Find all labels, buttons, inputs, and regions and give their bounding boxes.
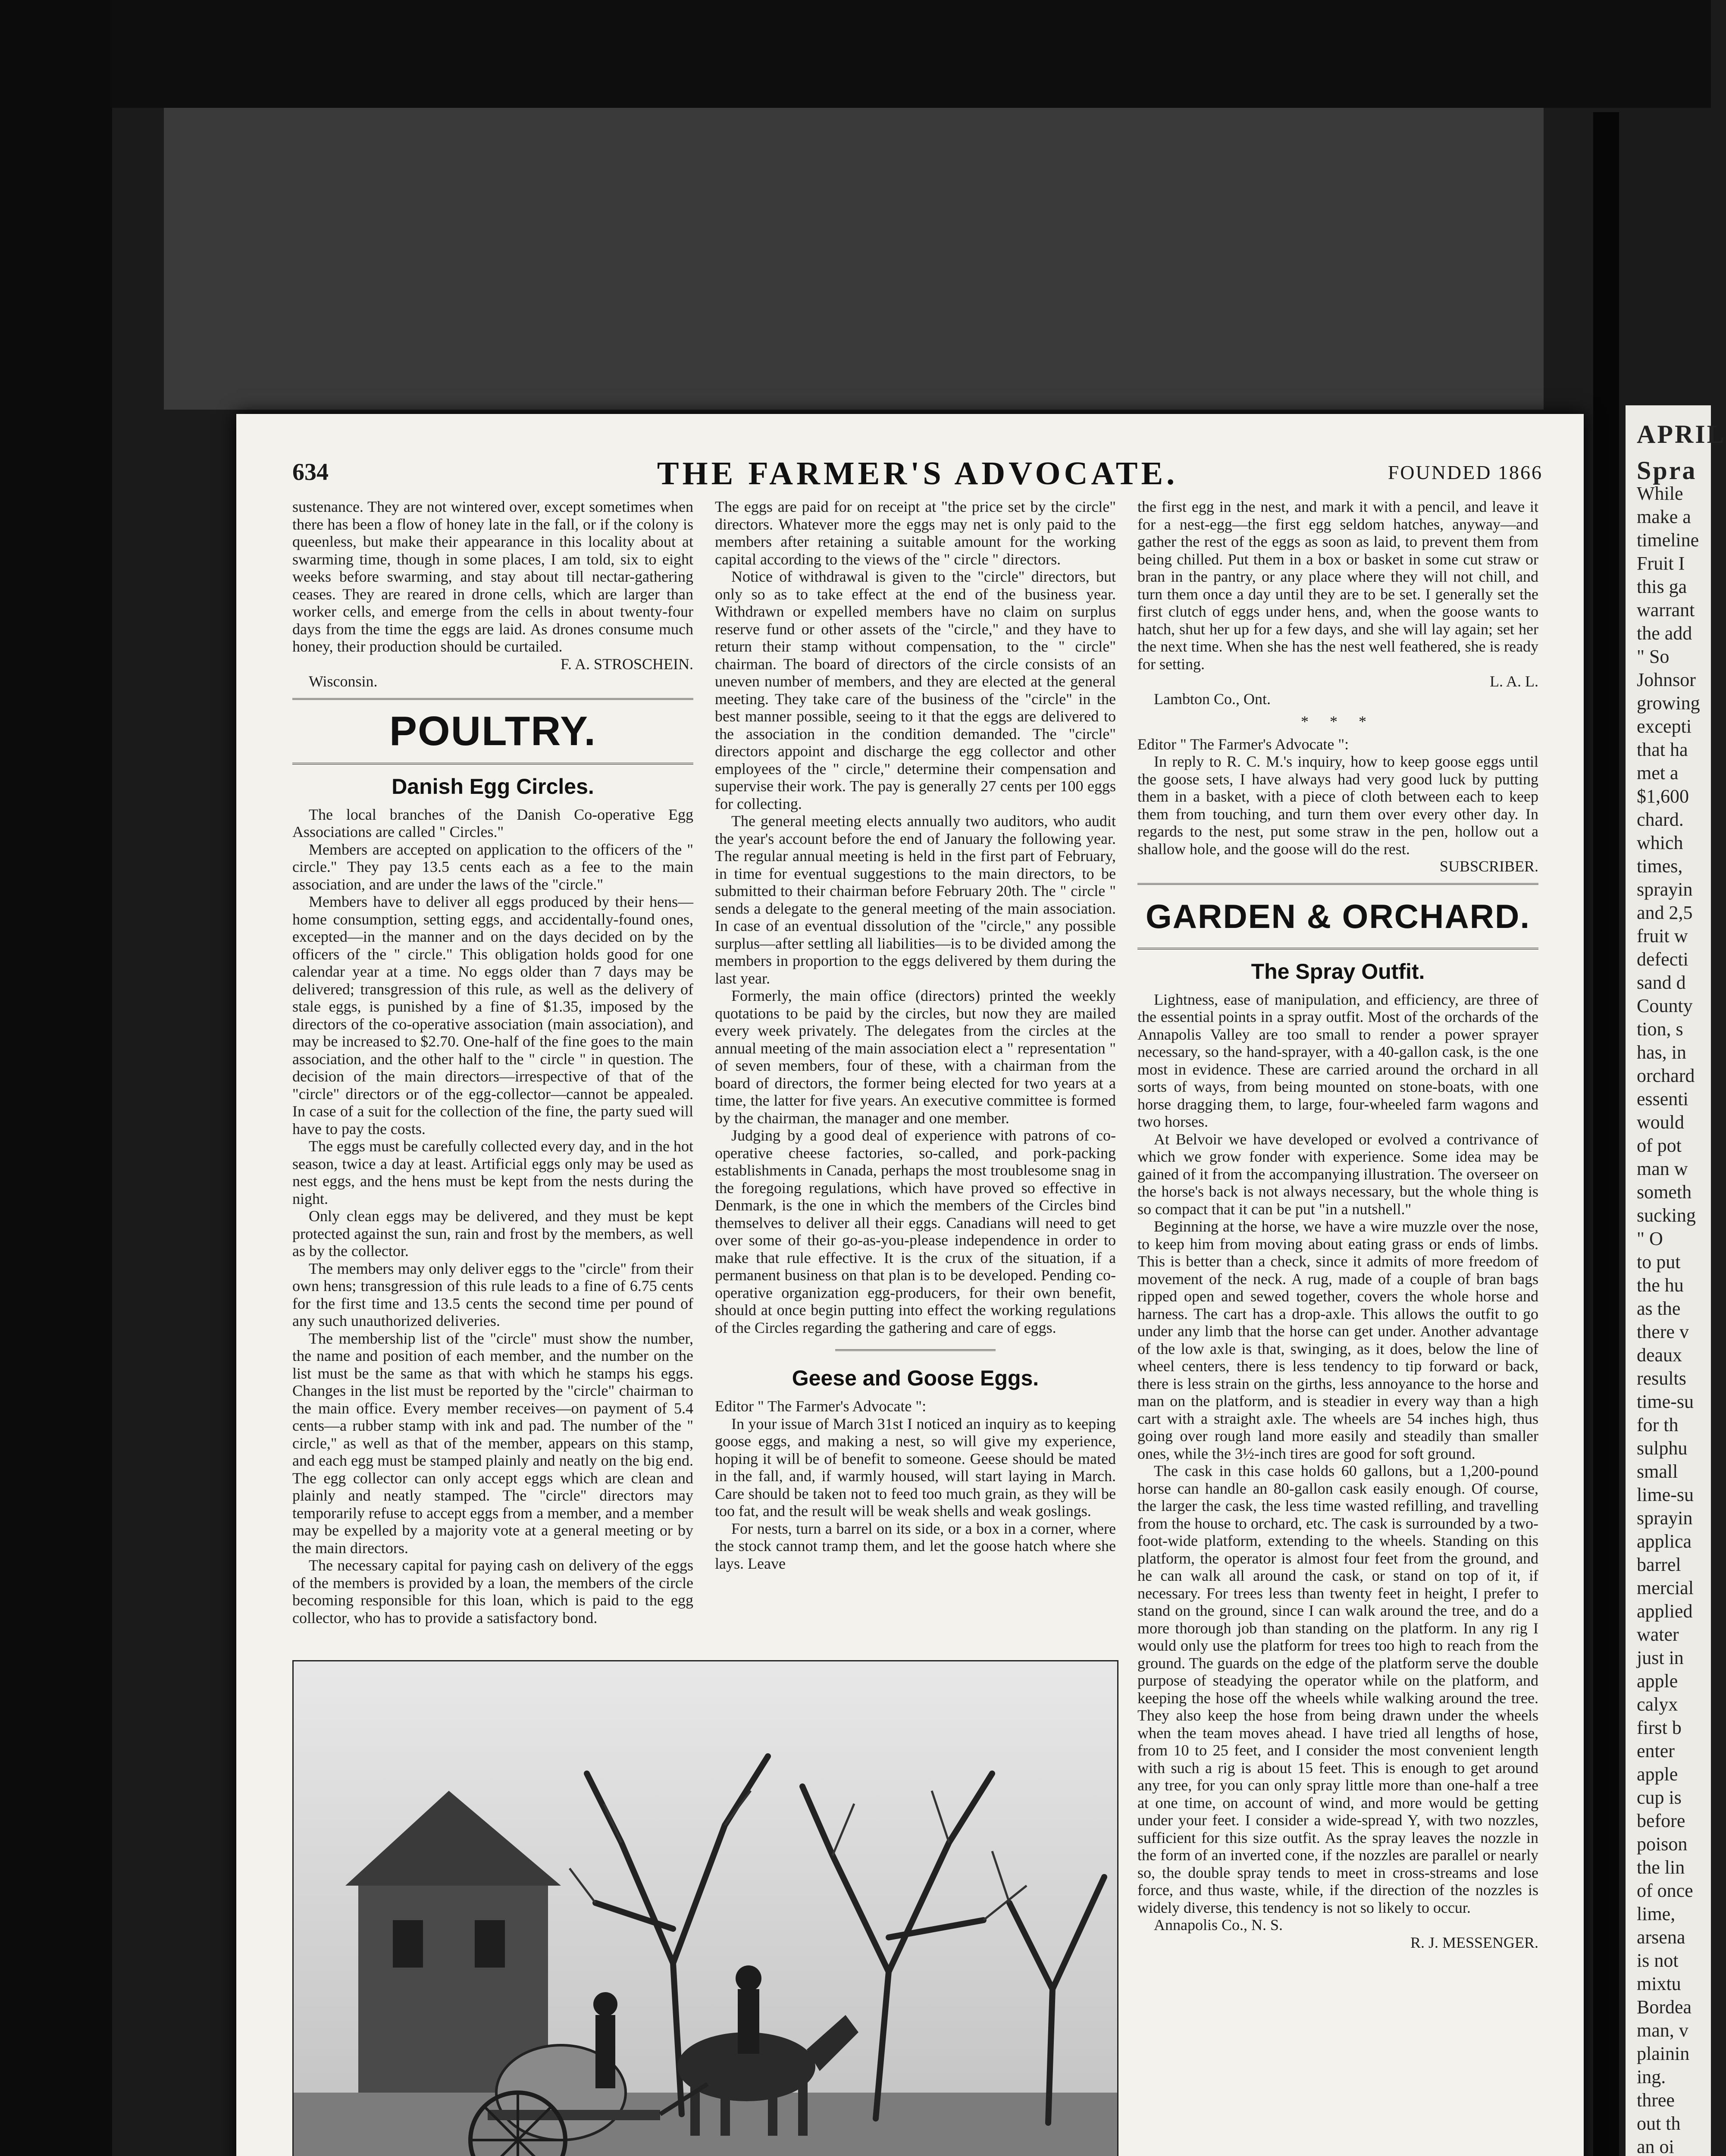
scan-frame-left — [0, 0, 112, 2156]
adjacent-page-line: Bordea — [1637, 1996, 1692, 2018]
adjacent-page-line: out th — [1637, 2113, 1681, 2134]
adjacent-page-line: $1,600 — [1637, 786, 1689, 807]
paragraph: Notice of withdrawal is given to the "circle" directors, but only so as to take effect at the end of the business year. Withdrawn or expelled members have no claim on surplus reserve fund or other assets of the "circle," and they have to return their stamp without compensation, to the " circle" chairman. The board of directors of the circle consists of an uneven number of members, and they are elected at the general meeting. They take care of the business of the "circle" in the best manner possible, seeing to it that the eggs are delivered to the association in the condition demanded. The "circle" directors appoint and discharge the egg collector and other employees of the " circle," determine their compensation and supervise their work. The pay is generally 27 cents per 100 eggs for collecting. — [715, 568, 1116, 812]
adjacent-page-line: which — [1637, 832, 1683, 853]
adjacent-page-line: for th — [1637, 1414, 1679, 1435]
paragraph: Members have to deliver all eggs produced by their hens—home consumption, setting eggs, and accidentally-found ones, excepted—in the manner and on the days decided on by the officers of the " circle." This obligation holds good for one calendar year at a time. No eggs older than 7 days may be delivered; transgression of this rule, as well as the delivery of stale eggs, is punished by a fine of $1.35, imposed by the directors of the co-operative association (main association), and may be increased to $2.70. One-half of the fine goes to the main association, and the other half to the " circle " in question. The decision of the main directors—irrespective of that of the "circle" directors or of the egg-collector—cannot be appealed. In case of a suit for the collection of the fine, the party sued will have to pay the costs. — [292, 893, 693, 1138]
geese-signature: L. A. L. — [1490, 673, 1538, 690]
adjacent-page-line: lime-su — [1637, 1484, 1694, 1505]
divider — [292, 763, 693, 765]
adjacent-page-line: essenti — [1637, 1088, 1688, 1109]
adjacent-page-line: mixtu — [1637, 1973, 1681, 1994]
spray-place: Annapolis Co., N. S. — [1154, 1916, 1283, 1934]
adjacent-page-line: results — [1637, 1368, 1686, 1389]
masthead: THE FARMER'S ADVOCATE. — [657, 455, 1178, 492]
section-stars: * * * — [1301, 713, 1375, 730]
paragraph: For nests, turn a barrel on its side, or a box in a corner, where the stock cannot tramp them, and let the goose hatch where she lays. Leave — [715, 1520, 1116, 1572]
paragraph: The eggs must be carefully collected every day, and in the hot season, twice a day at least. Artificial eggs only may be used as nest eggs, and the hens must be kept from the nests during the night. — [292, 1138, 693, 1207]
paragraph: The local branches of the Danish Co-operative Egg Associations are called " Circles." — [292, 805, 693, 840]
photo-illustration — [294, 1661, 1117, 2156]
geese-place: Lambton Co., Ont. — [1154, 690, 1271, 708]
adjacent-page-line: sucking — [1637, 1205, 1696, 1226]
divider — [292, 698, 693, 700]
paragraph: The necessary capital for paying cash on delivery of the eggs of the members is provided by a loan, the members of the circle becoming responsible for this loan, which is paid to the egg collector, who has to provide a satisfactory bond. — [292, 1557, 693, 1626]
adjacent-page-line: Johnsor — [1637, 669, 1696, 690]
article-title-danish: Danish Egg Circles. — [392, 774, 594, 799]
paragraph: Only clean eggs may be delivered, and they must be kept protected against the sun, rain and frost by the members, as well as by the collector. — [292, 1207, 693, 1260]
adjacent-page-line: met a — [1637, 762, 1679, 783]
adjacent-page-line: has, in — [1637, 1042, 1686, 1063]
paragraph: The members may only deliver eggs to the "circle" from their own hens; transgression of this rule leads to a fine of 6.75 cents for the first time and 13.5 cents the second time per pound of any such unauthorized deliveries. — [292, 1260, 693, 1329]
adjacent-page-line: of pot — [1637, 1135, 1682, 1156]
paragraph: Lightness, ease of manipulation, and efficiency, are three of the essential points in a spray outfit. Most of the orchards of the Annapolis Valley are too small to render a power sprayer necessary, so the hand-sprayer, with a 40-gallon cask, is the one most in evidence. These are carried around the orchard in all sorts of ways, from being mounted on stone-boats, with one horse dragging them, to large, four-wheeled farm wagons and two horses. — [1137, 990, 1538, 1130]
adjacent-page-line: mercial — [1637, 1577, 1694, 1598]
adjacent-page-line: enter — [1637, 1740, 1675, 1761]
short-divider — [835, 1349, 996, 1351]
adjacent-page-line: County — [1637, 995, 1693, 1016]
adjacent-page-line: poison — [1637, 1833, 1688, 1855]
paragraph: Formerly, the main office (directors) printed the weekly quotations to be paid by the circles, but now they are mailed every week privately. The delegates from the circles at the annual meeting of the main association elect a " representation " of seven members, four of these, with a chairman from the board of directors, the former being elected for two years at a time, the latter for five years. An executive committee is formed by the chairman, the manager and one member. — [715, 987, 1116, 1127]
adjacent-page-line: time-su — [1637, 1391, 1694, 1412]
divider — [1137, 883, 1538, 885]
paragraph: Members are accepted on application to the officers of the " circle." They pay 13.5 cents each as a fee to the main association, and are under the laws of the "circle." — [292, 840, 693, 893]
bee-signature: F. A. STROSCHEIN. — [560, 655, 693, 673]
page-header — [292, 455, 1543, 492]
adjacent-page-line: before — [1637, 1810, 1685, 1831]
editor-line: Editor " The Farmer's Advocate ": — [715, 1398, 927, 1415]
section-heading-poultry: POULTRY. — [389, 708, 596, 754]
adjacent-page-line: sprayin — [1637, 1507, 1693, 1529]
bee-place: Wisconsin. — [309, 673, 378, 690]
paragraph: Judging by a good deal of experience with patrons of co-operative cheese factories, so-called, and pork-packing establishments in Canada, perhaps the most troublesome snag in the foregoing regulations, which have proved so effective in Denmark, is the one in which the members of the Circles bind themselves to deliver all their eggs. Canadians will need to get over some of their go-as-you-please independence in order to make that rule effective. It is the crux of the situation, if a permanent business on that plan is to be developed. Pending co-operative organization egg-producers, for their own benefit, should at once begin putting into effect the working regulations of the Circles regarding the gathering and care of eggs. — [715, 1127, 1116, 1336]
adjacent-page-line: there v — [1637, 1321, 1689, 1342]
adjacent-page-line: warrant — [1637, 599, 1695, 620]
reply-paragraph: In reply to R. C. M.'s inquiry, how to keep goose eggs until the goose sets, I have always had very good luck by putting them in a basket, with a piece of cloth between each to keep them from touching, and turn them over every other day. In regards to the nest, put some straw in the pen, hollow out a shallow hole, and the goose will do the rest. — [1137, 753, 1538, 858]
adjacent-page-line: someth — [1637, 1181, 1692, 1203]
adjacent-page-line: just in — [1637, 1647, 1684, 1668]
adjacent-page-text — [1637, 420, 1726, 2156]
adjacent-page-line: orchard — [1637, 1065, 1695, 1086]
adjacent-page-line: Fruit I — [1637, 553, 1685, 574]
adjacent-page — [1626, 405, 1726, 2156]
article-title-geese: Geese and Goose Eggs. — [792, 1366, 1039, 1390]
adjacent-page-line: deaux — [1637, 1344, 1682, 1366]
adjacent-page-line: and 2,5 — [1637, 902, 1693, 923]
book-gutter — [1593, 112, 1619, 2156]
section-heading-garden: GARDEN & ORCHARD. — [1146, 897, 1530, 935]
bee-paragraph: sustenance. They are not wintered over, except sometimes when there has been a flow of honey late in the fall, or if the colony is queenless, but make their appearance in this locality about at swarming time, though in some places, I am told, six to eight weeks before swarming, and stay about till nectar-gathering ceases. They are reared in drone cells, which are larger than worker cells, and emerge from the cells in about twenty-four days from the time the eggs are laid. As drones consume much honey, their production should be curtailed. — [292, 498, 693, 655]
adjacent-page-line: lime, — [1637, 1903, 1676, 1924]
paragraph: The cask in this case holds 60 gallons, but a 1,200-pound horse can handle an 80-gallon cask easily enough. Of course, the larger the cask, the less time wasted refilling, and travelling from the house to orchard, etc. The cask is surrounded by a two-foot-wide platform, extending to the wheels. Standing on this platform, the operator is almost four feet from the ground, and he can walk all around the cask, or stand on top of it, if necessary. For trees less than twenty feet in height, I prefer to stand on the ground, since I can walk around the tree, and do a more thorough job than standing on the platform. In any rig I would only use the platform for trees too high to reach from the ground. The guards on the edge of the platform serve the double purpose of steadying the operator while on the platform, and keeping the hose off the wheels while walking around the tree. They also keep the hose from being drawn under the wheels when the team moves ahead. I have tried all lengths of hose, from 10 to 25 feet, and I consider the most convenient length with such a rig is about 15 feet. This is enough to get around any tree, for you can only spray little more than one-half a tree at one time, on account of wind, and more would be getting under your feet. I consider a wide-spread Y, with two nozzles, sufficient for this size outfit. As the spray leaves the nozzle in the form of an inverted cone, if the nozzles are parallel or nearly so, the double spray tends to meet in cross-streams and lose force, and thus waste, while, if the direction of the nozzles is widely diverse, this tendency is not so likely to occur. — [1137, 1462, 1538, 1916]
adjacent-page-line: would — [1637, 1112, 1684, 1133]
adjacent-page-line: first b — [1637, 1717, 1682, 1738]
adjacent-page-line: sprayin — [1637, 879, 1693, 900]
adjacent-page-line: man, v — [1637, 2020, 1688, 2041]
adjacent-page-line: make a — [1637, 506, 1691, 527]
divider — [1137, 948, 1538, 950]
adjacent-page-line: is not — [1637, 1950, 1679, 1971]
paragraph: At Belvoir we have developed or evolved a contrivance of which we grow fonder with experience. Some idea may be gained of it from the accompanying illustration. The overseer on the horse's back is not always necessary, but the whole thing is so compact that it can be put "in a nutshell." — [1137, 1130, 1538, 1218]
adjacent-page-line: of once — [1637, 1880, 1693, 1901]
adjacent-page-line: calyx — [1637, 1694, 1678, 1715]
adjacent-page-line: water — [1637, 1624, 1679, 1645]
newspaper-page — [236, 414, 1584, 2156]
paragraph: The eggs are paid for on receipt at "the price set by the circle" directors. Whatever more the eggs may net is only paid to the members after retaining a suitable amount for the working capital according to the views of the " circle " directors. — [715, 498, 1116, 568]
column-2 — [715, 498, 1116, 1572]
adjacent-page-line: apple — [1637, 1670, 1678, 1692]
adjacent-page-line: timeline — [1637, 530, 1699, 551]
reply-signature: SUBSCRIBER. — [1439, 858, 1538, 875]
founded-date: FOUNDED 1866 — [1388, 461, 1543, 483]
paragraph: The general meeting elects annually two auditors, who audit the year's account before the end of January the following year. The regular annual meeting is held in the first part of February, in time for eventual suggestions to the main directors, to be submitted to their chairman before February 20th. The " circle " sends a delegate to the general meeting of the main association. In case of an eventual dissolution of the "circle," any possible surplus—after settling all liabilities—is to be divided among the members in proportion to the eggs delivered by them during the last year. — [715, 812, 1116, 987]
column-3 — [1137, 498, 1538, 1951]
adjacent-page-line: man w — [1637, 1158, 1688, 1179]
adjacent-page-line: to put — [1637, 1251, 1681, 1272]
adjacent-page-line: fruit w — [1637, 925, 1688, 946]
adjacent-page-line: ing. — [1637, 2066, 1666, 2087]
geese-continued: the first egg in the nest, and mark it with a pencil, and leave it for a nest-egg—the first egg seldom hatches, anyway—and gather the rest of the eggs as soon as laid, to prevent them from being chilled. Put them in a box or basket in some cut straw or bran in the pantry, or any place where they will not chill, and turn them once a day until they are to be set. I generally set the first clutch of eggs under hens, and, when the goose wants to hatch, shut her up for a few days, and she will lay again; set her the next time. When she has the nest well feathered, she is ready for setting. — [1137, 498, 1538, 673]
adjacent-page-line: plainin — [1637, 2043, 1690, 2064]
paragraph: The membership list of the "circle" must show the number, the name and position of each member, and the number on the list must be the same as that with which he stamps his eggs. Changes in the list must be reported by the "circle" chairman to the main office. Every member receives—on payment of 5.4 cents—a rubber stamp with ink and pad. The number of the " circle," as well as that of the member, appears on this stamp, and each egg must be stamped plainly and neatly on the big end. The egg collector can only accept eggs which are clean and plainly and neatly stamped. The "circle" directors may temporarily refuse to accept eggs from a member, and a member may be expelled by a majority vote at a general meeting or by the main directors. — [292, 1329, 693, 1557]
adjacent-page-line: an oi — [1637, 2136, 1674, 2156]
adjacent-page-line: the add — [1637, 623, 1692, 644]
adjacent-page-line: three — [1637, 2090, 1675, 2111]
scan-background — [164, 108, 1544, 410]
adjacent-page-line: small — [1637, 1461, 1678, 1482]
adjacent-page-line: apple — [1637, 1764, 1678, 1785]
adjacent-page-line: chard. — [1637, 809, 1684, 830]
adjacent-page-line: While — [1637, 483, 1683, 504]
paragraph: Beginning at the horse, we have a wire muzzle over the nose, to keep him from moving about eating grass or ends of limbs. This is better than a check, since it admits of more freedom of movement of the neck. A rug, made of a couple of bran bags ripped open and sewed together, covers the whole horse and harness. The cart has a drop-axle. This allows the outfit to go under any limb that the horse can get under. Another advantage of the low axle is that, swinging, as it does, below the line of wheel centers, there is less tendency to tip forward or back, there is less strain on the girths, less annoyance to the horse and man on the platform, and is steadier in every way than a high cart with a straight axle. The wheels are 54 inches high, thus going over rough land more easily and steadily than smaller ones, while the 3½-inch tires are good for soft ground. — [1137, 1218, 1538, 1462]
column-1 — [292, 498, 693, 1626]
adjacent-page-line: defecti — [1637, 949, 1688, 970]
page-number: 634 — [292, 459, 329, 486]
adjacent-page-header: APRIL — [1637, 420, 1726, 448]
adjacent-page-line: cup is — [1637, 1787, 1682, 1808]
adjacent-page-line: this ga — [1637, 576, 1687, 597]
adjacent-page-line: sand d — [1637, 972, 1686, 993]
adjacent-page-line: that ha — [1637, 739, 1688, 760]
article-title-spray: The Spray Outfit. — [1251, 959, 1425, 984]
paragraph: In your issue of March 31st I noticed an inquiry as to keeping goose eggs, and making a nest, so will give my experience, hoping it will be of benefit to someone. Geese should be mated in the fall, and, if warmly housed, will start laying in March. Care should be taken not to feed too much grain, as they will be too fat, and the result will be weak shells and weak goslings. — [715, 1415, 1116, 1520]
adjacent-page-line: " So — [1637, 646, 1670, 667]
adjacent-page-line: times, — [1637, 856, 1683, 877]
adjacent-page-line: " O — [1637, 1228, 1663, 1249]
adjacent-page-line: the hu — [1637, 1275, 1684, 1296]
adjacent-page-line: growing — [1637, 693, 1700, 714]
spray-signature: R. J. MESSENGER. — [1410, 1934, 1538, 1951]
adjacent-page-heading: Spra — [1637, 456, 1697, 485]
adjacent-page-line: excepti — [1637, 716, 1692, 737]
adjacent-page-line: arsena — [1637, 1927, 1685, 1948]
adjacent-page-line: sulphu — [1637, 1438, 1688, 1459]
adjacent-page-line: the lin — [1637, 1857, 1685, 1878]
spraying-outfit-photo — [292, 1660, 1118, 2156]
adjacent-page-line: barrel — [1637, 1554, 1681, 1575]
scan-frame-top — [0, 0, 1711, 108]
editor-line: Editor " The Farmer's Advocate ": — [1137, 735, 1349, 753]
adjacent-page-line: applied — [1637, 1601, 1693, 1622]
adjacent-page-line: tion, s — [1637, 1018, 1683, 1040]
adjacent-page-line: as the — [1637, 1298, 1681, 1319]
adjacent-page-line: applica — [1637, 1531, 1692, 1552]
